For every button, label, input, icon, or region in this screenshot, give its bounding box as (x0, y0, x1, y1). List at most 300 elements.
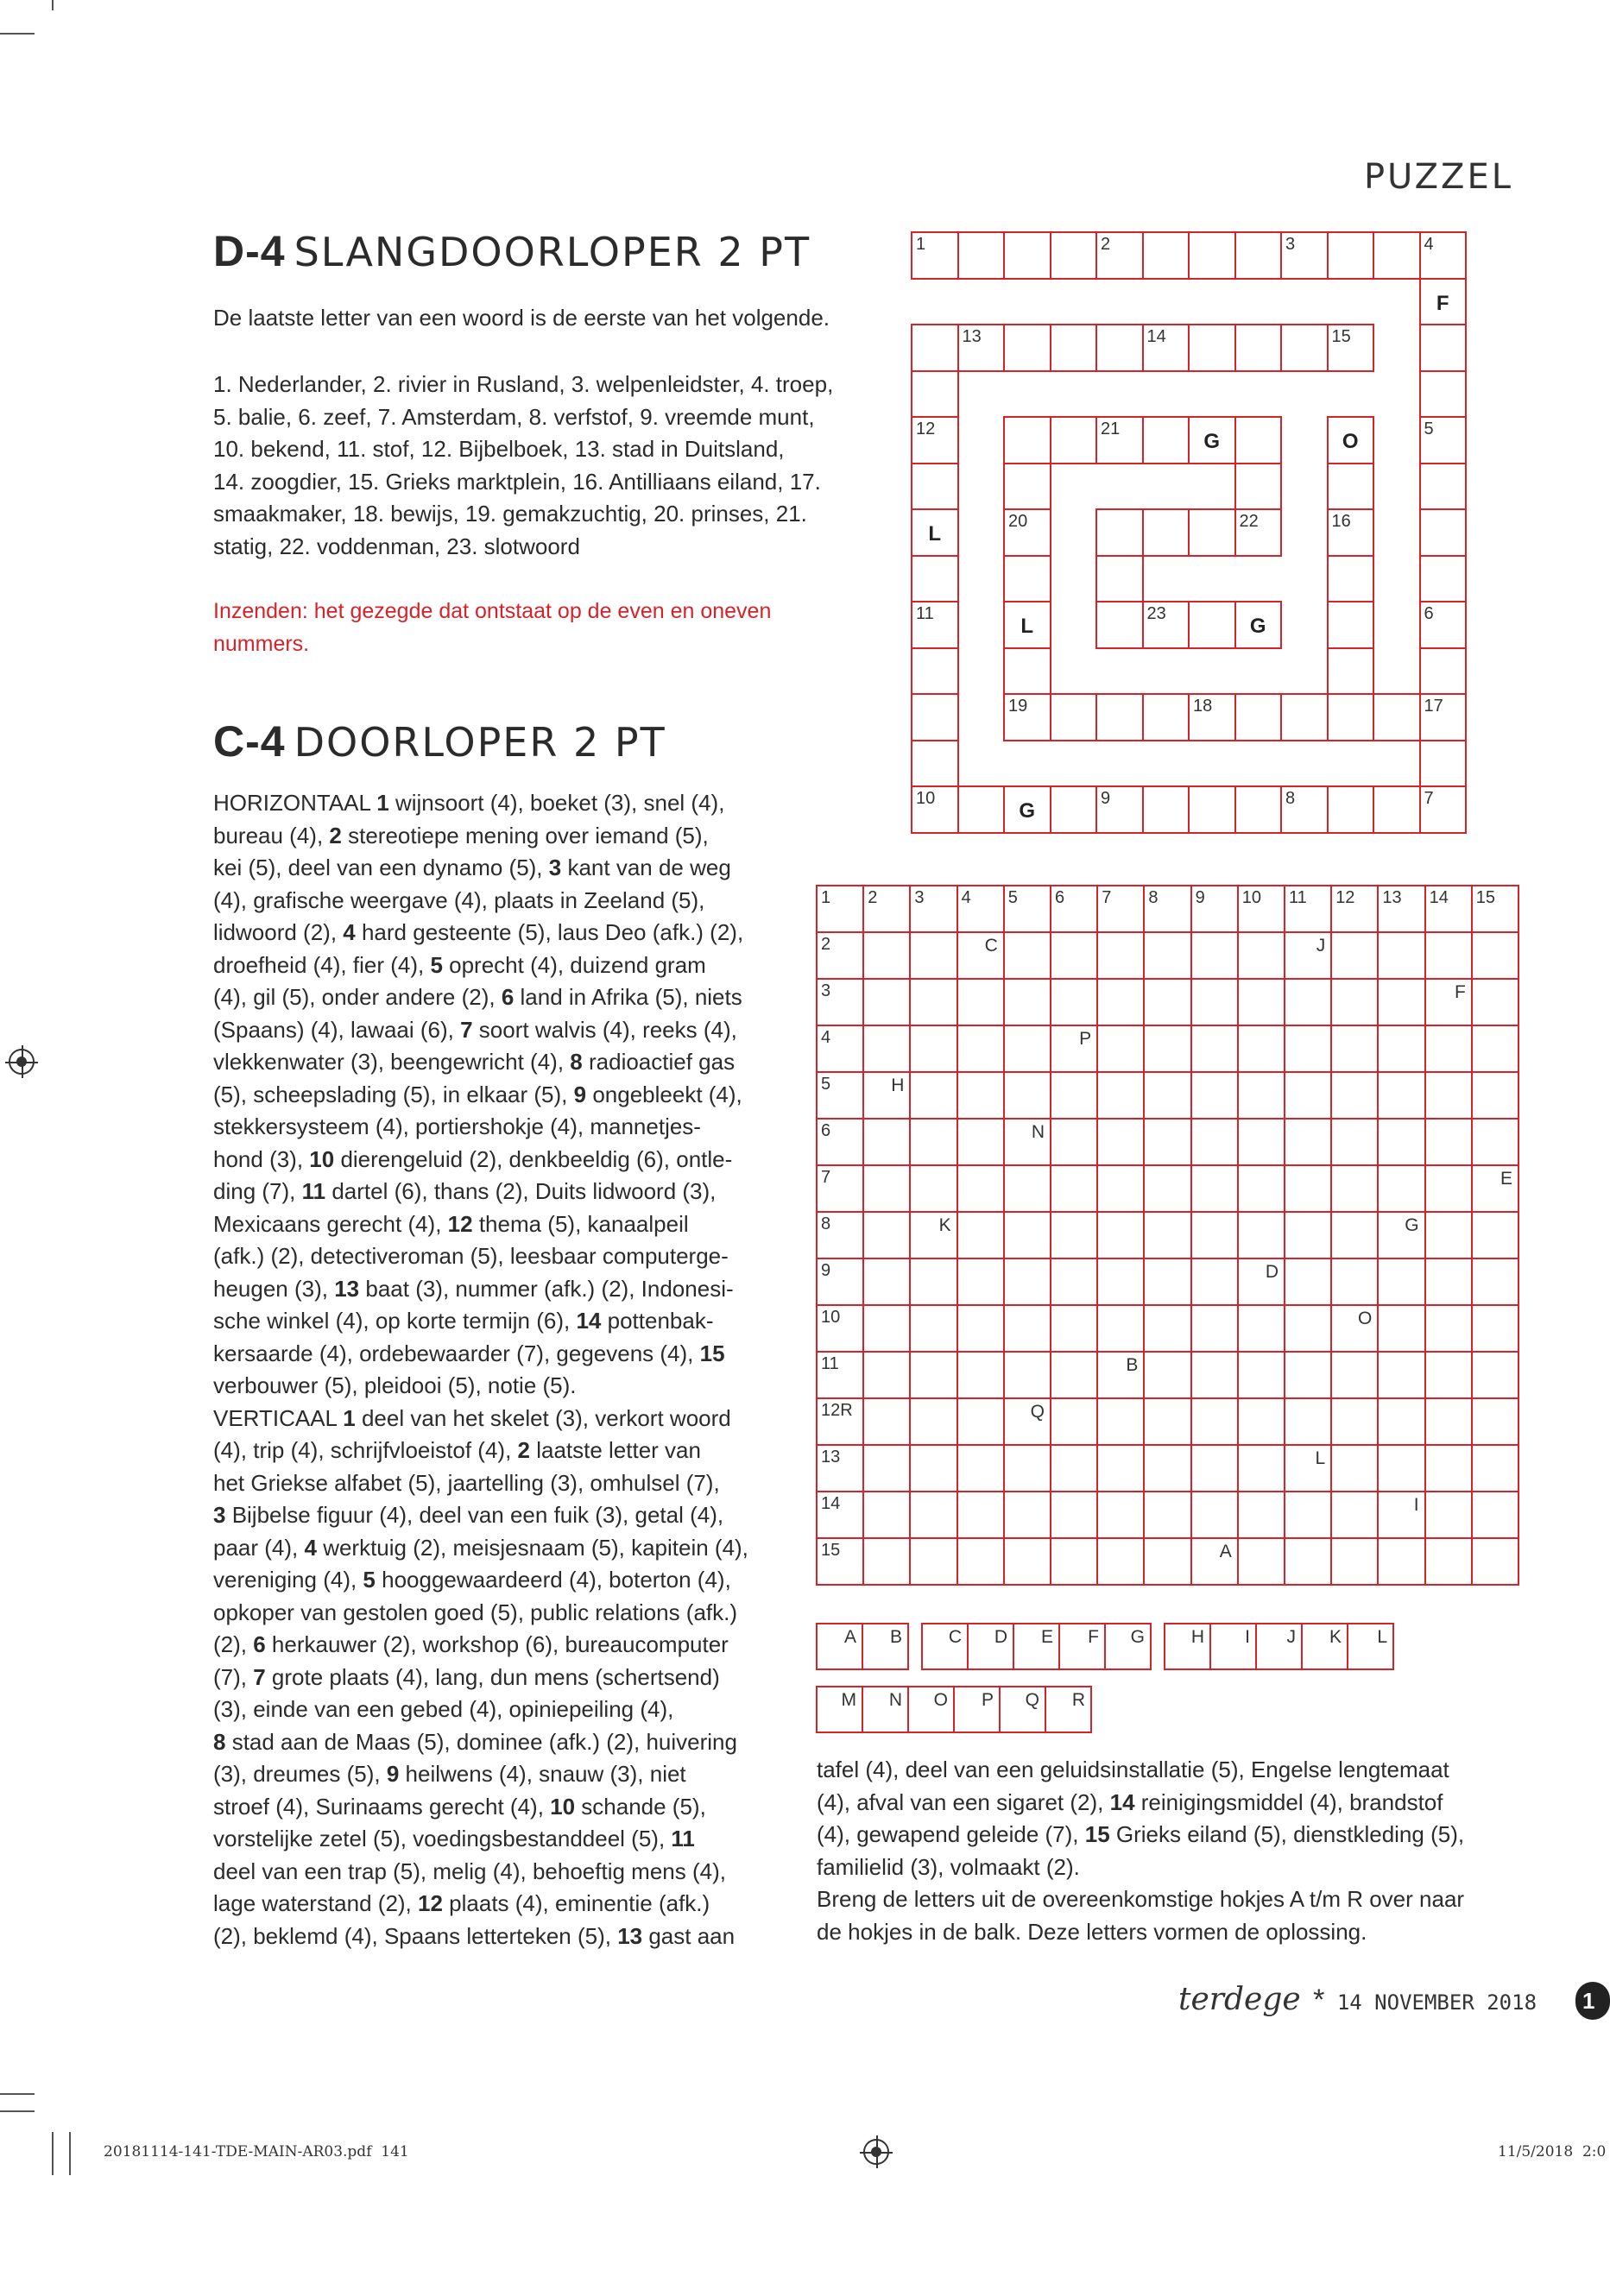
spiral-cell[interactable] (1050, 693, 1098, 741)
spiral-cell[interactable] (1003, 416, 1051, 464)
grid-cell[interactable] (1050, 1025, 1098, 1073)
grid-cell[interactable] (957, 931, 1005, 980)
grid-cell[interactable] (1096, 885, 1145, 933)
grid-cell[interactable] (1003, 1164, 1051, 1213)
spiral-cell[interactable] (1327, 416, 1375, 464)
grid-cell[interactable] (1377, 885, 1425, 933)
grid-cell[interactable] (1050, 1071, 1098, 1120)
grid-cell[interactable] (1190, 978, 1239, 1026)
grid-cell[interactable] (1424, 1164, 1473, 1213)
spiral-cell[interactable] (911, 601, 959, 649)
grid-cell[interactable] (1143, 931, 1191, 980)
grid-cell[interactable] (1377, 1164, 1425, 1213)
spiral-cell[interactable] (911, 370, 959, 419)
grid-cell[interactable] (816, 885, 864, 933)
grid-cell[interactable] (1003, 1071, 1051, 1120)
grid-cell[interactable] (957, 978, 1005, 1026)
grid-cell[interactable] (862, 978, 911, 1026)
spiral-cell[interactable] (1142, 785, 1190, 834)
spiral-cell[interactable] (1234, 693, 1283, 741)
solution-cell[interactable] (862, 1623, 909, 1670)
grid-cell[interactable] (1003, 1304, 1051, 1353)
grid-cell[interactable] (957, 1304, 1005, 1353)
grid-cell[interactable] (1003, 1397, 1051, 1446)
spiral-cell[interactable] (1050, 416, 1098, 464)
grid-cell[interactable] (1237, 1397, 1285, 1446)
spiral-cell[interactable] (1003, 324, 1051, 372)
solution-cell[interactable] (1347, 1623, 1394, 1670)
spiral-cell[interactable] (1419, 463, 1468, 511)
spiral-cell[interactable] (1419, 693, 1468, 741)
spiral-cell[interactable] (911, 416, 959, 464)
grid-cell[interactable] (909, 1304, 957, 1353)
grid-cell[interactable] (1424, 1025, 1473, 1073)
spiral-cell[interactable] (911, 508, 959, 557)
grid-cell[interactable] (1237, 1211, 1285, 1259)
solution-cell[interactable] (1045, 1686, 1092, 1733)
grid-cell[interactable] (1377, 1537, 1425, 1586)
grid-cell[interactable] (1050, 978, 1098, 1026)
grid-cell[interactable] (1096, 1444, 1145, 1492)
grid-cell[interactable] (1003, 1211, 1051, 1259)
solution-cell[interactable] (816, 1686, 863, 1733)
grid-cell[interactable] (816, 1211, 864, 1259)
grid-cell[interactable] (1330, 1118, 1379, 1166)
grid-cell[interactable] (1284, 1537, 1332, 1586)
grid-cell[interactable] (1050, 885, 1098, 933)
grid-cell[interactable] (1330, 1071, 1379, 1120)
grid-cell[interactable] (1471, 1444, 1519, 1492)
grid-cell[interactable] (862, 1491, 911, 1539)
spiral-cell[interactable] (1373, 231, 1421, 280)
grid-cell[interactable] (1190, 885, 1239, 933)
grid-cell[interactable] (1424, 1071, 1473, 1120)
grid-cell[interactable] (1471, 1351, 1519, 1399)
grid-cell[interactable] (862, 1071, 911, 1120)
spiral-cell[interactable] (1050, 231, 1098, 280)
solution-cell[interactable] (999, 1686, 1046, 1733)
spiral-cell[interactable] (1188, 785, 1236, 834)
grid-cell[interactable] (816, 1444, 864, 1492)
grid-cell[interactable] (1050, 1258, 1098, 1306)
grid-cell[interactable] (1190, 1444, 1239, 1492)
spiral-cell[interactable] (1188, 416, 1236, 464)
grid-cell[interactable] (1471, 978, 1519, 1026)
grid-cell[interactable] (1143, 1118, 1191, 1166)
spiral-cell[interactable] (911, 647, 959, 696)
grid-cell[interactable] (1050, 1397, 1098, 1446)
grid-cell[interactable] (957, 1397, 1005, 1446)
grid-cell[interactable] (1143, 1304, 1191, 1353)
grid-cell[interactable] (1471, 1258, 1519, 1306)
spiral-cell[interactable] (1419, 555, 1468, 603)
grid-cell[interactable] (1284, 1025, 1332, 1073)
grid-cell[interactable] (1377, 931, 1425, 980)
grid-cell[interactable] (1237, 1071, 1285, 1120)
grid-cell[interactable] (1190, 1118, 1239, 1166)
spiral-cell[interactable] (911, 555, 959, 603)
spiral-cell[interactable] (1327, 601, 1375, 649)
grid-cell[interactable] (1471, 1118, 1519, 1166)
spiral-cell[interactable] (1234, 508, 1283, 557)
spiral-cell[interactable] (1188, 508, 1236, 557)
grid-cell[interactable] (1284, 1118, 1332, 1166)
grid-cell[interactable] (1237, 1351, 1285, 1399)
spiral-cell[interactable] (1188, 324, 1236, 372)
grid-cell[interactable] (1237, 1164, 1285, 1213)
spiral-cell[interactable] (1280, 231, 1329, 280)
solution-cell[interactable] (907, 1686, 955, 1733)
grid-cell[interactable] (1050, 1444, 1098, 1492)
spiral-cell[interactable] (1003, 601, 1051, 649)
solution-cell[interactable] (1104, 1623, 1152, 1670)
grid-cell[interactable] (909, 1118, 957, 1166)
grid-cell[interactable] (1003, 1351, 1051, 1399)
grid-cell[interactable] (1190, 1025, 1239, 1073)
grid-cell[interactable] (1237, 1537, 1285, 1586)
grid-cell[interactable] (957, 1211, 1005, 1259)
spiral-cell[interactable] (1188, 231, 1236, 280)
grid-cell[interactable] (909, 1397, 957, 1446)
grid-cell[interactable] (1003, 1025, 1051, 1073)
spiral-cell[interactable] (1003, 693, 1051, 741)
spiral-cell[interactable] (1419, 231, 1468, 280)
grid-cell[interactable] (1471, 1164, 1519, 1213)
grid-cell[interactable] (1284, 1211, 1332, 1259)
grid-cell[interactable] (816, 1397, 864, 1446)
grid-cell[interactable] (1190, 1071, 1239, 1120)
grid-cell[interactable] (1143, 885, 1191, 933)
grid-cell[interactable] (957, 1258, 1005, 1306)
spiral-cell[interactable] (1003, 647, 1051, 696)
grid-cell[interactable] (1330, 1444, 1379, 1492)
grid-cell[interactable] (1284, 978, 1332, 1026)
spiral-cell[interactable] (1188, 601, 1236, 649)
spiral-cell[interactable] (1095, 324, 1144, 372)
spiral-cell[interactable] (1327, 463, 1375, 511)
spiral-cell[interactable] (1234, 601, 1283, 649)
grid-cell[interactable] (816, 1164, 864, 1213)
grid-cell[interactable] (1003, 885, 1051, 933)
spiral-cell[interactable] (1234, 324, 1283, 372)
spiral-cell[interactable] (1142, 601, 1190, 649)
grid-cell[interactable] (816, 1351, 864, 1399)
solution-cell[interactable] (967, 1623, 1014, 1670)
grid-cell[interactable] (957, 1444, 1005, 1492)
grid-cell[interactable] (1143, 1444, 1191, 1492)
grid-cell[interactable] (957, 1118, 1005, 1166)
grid-cell[interactable] (862, 1304, 911, 1353)
grid-cell[interactable] (1096, 1071, 1145, 1120)
grid-cell[interactable] (957, 1164, 1005, 1213)
grid-cell[interactable] (1330, 978, 1379, 1026)
grid-cell[interactable] (1471, 1397, 1519, 1446)
grid-cell[interactable] (909, 1491, 957, 1539)
solution-cell[interactable] (1013, 1623, 1060, 1670)
grid-cell[interactable] (1424, 1351, 1473, 1399)
grid-cell[interactable] (909, 1025, 957, 1073)
grid-cell[interactable] (1424, 1397, 1473, 1446)
solution-cell[interactable] (1164, 1623, 1211, 1670)
grid-cell[interactable] (1284, 1071, 1332, 1120)
grid-cell[interactable] (1190, 1397, 1239, 1446)
grid-cell[interactable] (909, 1211, 957, 1259)
spiral-cell[interactable] (1280, 693, 1329, 741)
grid-cell[interactable] (1471, 1491, 1519, 1539)
grid-cell[interactable] (1237, 1025, 1285, 1073)
grid-cell[interactable] (1237, 978, 1285, 1026)
spiral-cell[interactable] (1188, 693, 1236, 741)
grid-cell[interactable] (1190, 1164, 1239, 1213)
grid-cell[interactable] (1143, 1025, 1191, 1073)
grid-cell[interactable] (1284, 1351, 1332, 1399)
spiral-cell[interactable] (911, 463, 959, 511)
spiral-cell[interactable] (1327, 555, 1375, 603)
spiral-cell[interactable] (1003, 463, 1051, 511)
grid-cell[interactable] (1330, 1537, 1379, 1586)
spiral-cell[interactable] (1419, 601, 1468, 649)
spiral-cell[interactable] (1095, 555, 1144, 603)
grid-cell[interactable] (1284, 1397, 1332, 1446)
grid-cell[interactable] (1096, 1025, 1145, 1073)
grid-cell[interactable] (1330, 1351, 1379, 1399)
grid-cell[interactable] (909, 978, 957, 1026)
grid-cell[interactable] (1190, 1304, 1239, 1353)
grid-cell[interactable] (1190, 931, 1239, 980)
grid-cell[interactable] (1143, 978, 1191, 1026)
grid-cell[interactable] (1096, 1258, 1145, 1306)
spiral-cell[interactable] (911, 324, 959, 372)
grid-cell[interactable] (1330, 1491, 1379, 1539)
grid-cell[interactable] (957, 1351, 1005, 1399)
grid-cell[interactable] (1471, 1537, 1519, 1586)
grid-cell[interactable] (1143, 1258, 1191, 1306)
grid-cell[interactable] (957, 1025, 1005, 1073)
grid-cell[interactable] (1424, 1118, 1473, 1166)
spiral-cell[interactable] (1142, 416, 1190, 464)
grid-cell[interactable] (1424, 1491, 1473, 1539)
grid-cell[interactable] (862, 1537, 911, 1586)
spiral-cell[interactable] (1419, 416, 1468, 464)
spiral-cell[interactable] (957, 785, 1006, 834)
grid-cell[interactable] (862, 1351, 911, 1399)
grid-cell[interactable] (909, 1444, 957, 1492)
spiral-cell[interactable] (1419, 508, 1468, 557)
grid-cell[interactable] (1003, 1491, 1051, 1539)
grid-cell[interactable] (1050, 931, 1098, 980)
grid-cell[interactable] (1003, 1118, 1051, 1166)
grid-cell[interactable] (1330, 931, 1379, 980)
spiral-cell[interactable] (1003, 231, 1051, 280)
spiral-cell[interactable] (911, 785, 959, 834)
spiral-cell[interactable] (911, 693, 959, 741)
grid-cell[interactable] (909, 1071, 957, 1120)
grid-cell[interactable] (862, 1164, 911, 1213)
grid-cell[interactable] (1050, 1304, 1098, 1353)
grid-cell[interactable] (909, 1164, 957, 1213)
grid-cell[interactable] (1424, 885, 1473, 933)
grid-cell[interactable] (1471, 1025, 1519, 1073)
spiral-cell[interactable] (1234, 463, 1283, 511)
grid-cell[interactable] (816, 1491, 864, 1539)
grid-cell[interactable] (862, 1258, 911, 1306)
grid-cell[interactable] (862, 885, 911, 933)
grid-cell[interactable] (1143, 1211, 1191, 1259)
spiral-cell[interactable] (1095, 693, 1144, 741)
solution-cell[interactable] (953, 1686, 1001, 1733)
grid-cell[interactable] (1284, 1258, 1332, 1306)
spiral-cell[interactable] (1327, 693, 1375, 741)
spiral-cell[interactable] (1419, 278, 1468, 326)
grid-cell[interactable] (1284, 885, 1332, 933)
solution-cell[interactable] (816, 1623, 863, 1670)
grid-cell[interactable] (1190, 1351, 1239, 1399)
grid-cell[interactable] (1190, 1491, 1239, 1539)
spiral-cell[interactable] (1373, 785, 1421, 834)
solution-cell[interactable] (1255, 1623, 1303, 1670)
grid-cell[interactable] (1237, 1258, 1285, 1306)
spiral-cell[interactable] (1419, 740, 1468, 788)
grid-cell[interactable] (1377, 1491, 1425, 1539)
spiral-cell[interactable] (1327, 785, 1375, 834)
grid-cell[interactable] (1377, 1025, 1425, 1073)
grid-cell[interactable] (1050, 1491, 1098, 1539)
spiral-cell[interactable] (1142, 508, 1190, 557)
grid-cell[interactable] (816, 1025, 864, 1073)
spiral-cell[interactable] (957, 231, 1006, 280)
grid-cell[interactable] (909, 1537, 957, 1586)
spiral-cell[interactable] (1142, 231, 1190, 280)
grid-cell[interactable] (1471, 1071, 1519, 1120)
grid-cell[interactable] (1050, 1537, 1098, 1586)
grid-cell[interactable] (862, 931, 911, 980)
grid-cell[interactable] (1284, 1304, 1332, 1353)
grid-cell[interactable] (909, 1351, 957, 1399)
grid-cell[interactable] (1096, 1211, 1145, 1259)
grid-cell[interactable] (1424, 1258, 1473, 1306)
spiral-cell[interactable] (1327, 324, 1375, 372)
grid-cell[interactable] (1424, 978, 1473, 1026)
grid-cell[interactable] (909, 885, 957, 933)
grid-cell[interactable] (1143, 1537, 1191, 1586)
grid-cell[interactable] (816, 1304, 864, 1353)
grid-cell[interactable] (816, 1537, 864, 1586)
solution-cell[interactable] (862, 1686, 909, 1733)
grid-cell[interactable] (1143, 1351, 1191, 1399)
spiral-cell[interactable] (1327, 647, 1375, 696)
grid-cell[interactable] (1096, 978, 1145, 1026)
grid-cell[interactable] (1096, 1118, 1145, 1166)
grid-cell[interactable] (1377, 1304, 1425, 1353)
spiral-cell[interactable] (911, 740, 959, 788)
grid-cell[interactable] (1143, 1397, 1191, 1446)
grid-cell[interactable] (1330, 1025, 1379, 1073)
spiral-cell[interactable] (1419, 370, 1468, 419)
spiral-cell[interactable] (1234, 785, 1283, 834)
grid-cell[interactable] (1377, 1211, 1425, 1259)
grid-cell[interactable] (1330, 1304, 1379, 1353)
grid-cell[interactable] (1096, 1491, 1145, 1539)
grid-cell[interactable] (1050, 1211, 1098, 1259)
grid-cell[interactable] (1237, 1118, 1285, 1166)
grid-cell[interactable] (1377, 1118, 1425, 1166)
grid-cell[interactable] (909, 1258, 957, 1306)
grid-cell[interactable] (1096, 1397, 1145, 1446)
grid-cell[interactable] (1471, 885, 1519, 933)
spiral-cell[interactable] (1419, 647, 1468, 696)
spiral-cell[interactable] (1095, 508, 1144, 557)
grid-cell[interactable] (1284, 931, 1332, 980)
grid-cell[interactable] (1143, 1491, 1191, 1539)
solution-cell[interactable] (1058, 1623, 1106, 1670)
spiral-cell[interactable] (1419, 785, 1468, 834)
grid-cell[interactable] (816, 1071, 864, 1120)
spiral-cell[interactable] (1419, 324, 1468, 372)
grid-cell[interactable] (1424, 1211, 1473, 1259)
grid-cell[interactable] (1096, 1304, 1145, 1353)
spiral-cell[interactable] (1327, 231, 1375, 280)
spiral-cell[interactable] (1003, 785, 1051, 834)
grid-cell[interactable] (1050, 1118, 1098, 1166)
grid-cell[interactable] (816, 978, 864, 1026)
grid-cell[interactable] (1424, 931, 1473, 980)
grid-cell[interactable] (1237, 885, 1285, 933)
grid-cell[interactable] (1424, 1304, 1473, 1353)
spiral-cell[interactable] (1095, 231, 1144, 280)
grid-cell[interactable] (1003, 1258, 1051, 1306)
spiral-cell[interactable] (1142, 324, 1190, 372)
spiral-cell[interactable] (1280, 785, 1329, 834)
grid-cell[interactable] (1096, 1351, 1145, 1399)
grid-cell[interactable] (816, 1118, 864, 1166)
grid-cell[interactable] (1471, 1304, 1519, 1353)
grid-cell[interactable] (957, 885, 1005, 933)
solution-cell[interactable] (1301, 1623, 1348, 1670)
grid-cell[interactable] (1190, 1211, 1239, 1259)
grid-cell[interactable] (1377, 1071, 1425, 1120)
spiral-cell[interactable] (1234, 231, 1283, 280)
grid-cell[interactable] (1237, 931, 1285, 980)
grid-cell[interactable] (862, 1211, 911, 1259)
spiral-cell[interactable] (957, 324, 1006, 372)
grid-cell[interactable] (1471, 1211, 1519, 1259)
grid-cell[interactable] (1330, 1164, 1379, 1213)
spiral-cell[interactable] (1142, 693, 1190, 741)
grid-cell[interactable] (1237, 1444, 1285, 1492)
grid-cell[interactable] (1330, 1211, 1379, 1259)
solution-cell[interactable] (921, 1623, 969, 1670)
grid-cell[interactable] (1330, 1397, 1379, 1446)
grid-cell[interactable] (816, 1258, 864, 1306)
grid-cell[interactable] (862, 1444, 911, 1492)
solution-cell[interactable] (1209, 1623, 1257, 1670)
grid-cell[interactable] (1424, 1444, 1473, 1492)
spiral-cell[interactable] (1095, 416, 1144, 464)
grid-cell[interactable] (957, 1491, 1005, 1539)
spiral-cell[interactable] (1003, 508, 1051, 557)
grid-cell[interactable] (1050, 1351, 1098, 1399)
spiral-cell[interactable] (911, 231, 959, 280)
grid-cell[interactable] (1284, 1491, 1332, 1539)
grid-cell[interactable] (1096, 1164, 1145, 1213)
grid-cell[interactable] (1284, 1444, 1332, 1492)
grid-cell[interactable] (1143, 1071, 1191, 1120)
spiral-cell[interactable] (1095, 785, 1144, 834)
spiral-cell[interactable] (1003, 555, 1051, 603)
grid-cell[interactable] (1096, 1537, 1145, 1586)
grid-cell[interactable] (1377, 1444, 1425, 1492)
spiral-cell[interactable] (1050, 785, 1098, 834)
